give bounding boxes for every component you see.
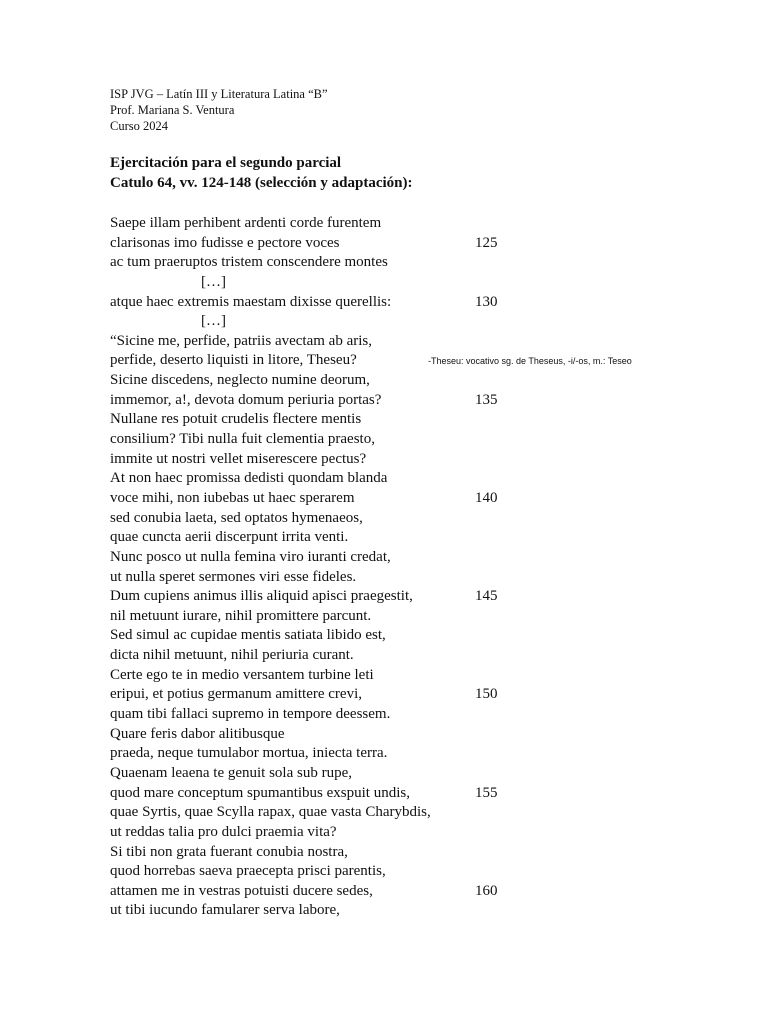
- poem-line: [110, 901, 670, 921]
- poem-line: [110, 607, 670, 627]
- verse-text: At non haec promissa dedisti quondam blanda: [110, 470, 388, 487]
- line-number: 130: [475, 293, 498, 310]
- header-professor: Prof. Mariana S. Ventura: [110, 103, 235, 117]
- verse-text: quae cuncta aerii discerpunt irrita venti.: [110, 529, 349, 546]
- poem-line: [110, 253, 670, 273]
- poem-line: [110, 528, 670, 548]
- line-number: 145: [475, 588, 498, 605]
- verse-text: praeda, neque tumulabor mortua, iniecta terra.: [110, 745, 388, 762]
- verse-text: eripui, et potius germanum amittere crevi,: [110, 686, 362, 703]
- verse-text: Nunc posco ut nulla femina viro iuranti credat,: [110, 548, 391, 565]
- verse-text: ut tibi iucundo famularer serva labore,: [110, 902, 340, 919]
- document-header: [110, 86, 328, 134]
- poem-line: [110, 293, 670, 313]
- poem-ellipsis: [110, 312, 670, 332]
- line-number: 140: [475, 489, 498, 506]
- poem-line: [110, 509, 670, 529]
- exercise-title: Ejercitación para el segundo parcial: [110, 155, 342, 171]
- verse-text: Sed simul ac cupidae mentis satiata libido est,: [110, 627, 386, 644]
- verse-text: Si tibi non grata fuerant conubia nostra,: [110, 843, 348, 860]
- poem-line: [110, 548, 670, 568]
- verse-text: “Sicine me, perfide, patriis avectam ab aris,: [110, 332, 372, 349]
- poem-line: [110, 332, 670, 352]
- verse-text: sed conubia laeta, sed optatos hymenaeos,: [110, 509, 363, 526]
- line-number: 135: [475, 391, 498, 408]
- header-institution: ISP JVG – Latín III y Literatura Latina “B”: [110, 87, 328, 101]
- verse-text: ut reddas talia pro dulci praemia vita?: [110, 823, 337, 840]
- verse-text: Nullane res potuit crudelis flectere mentis: [110, 411, 362, 428]
- poem-line: [110, 784, 670, 804]
- poem-line: [110, 685, 670, 705]
- poem-line: [110, 469, 670, 489]
- verse-text: consilium? Tibi nulla fuit clementia praesto,: [110, 431, 375, 448]
- verse-text: Sicine discedens, neglecto numine deorum,: [110, 372, 370, 389]
- verse-text: quae Syrtis, quae Scylla rapax, quae vasta Charybdis,: [110, 804, 431, 821]
- poem-line: [110, 587, 670, 607]
- verse-text: […]: [201, 273, 226, 290]
- verse-text: ac tum praeruptos tristem conscendere montes: [110, 254, 388, 271]
- poem-line: [110, 450, 670, 470]
- verse-text: voce mihi, non iubebas ut haec sperarem: [110, 489, 355, 506]
- line-number: 155: [475, 784, 498, 801]
- poem-line: [110, 391, 670, 411]
- poem-line: [110, 430, 670, 450]
- poem-ellipsis: [110, 273, 670, 293]
- verse-text: nil metuunt iurare, nihil promittere parcunt.: [110, 607, 372, 624]
- exercise-subtitle: Catulo 64, vv. 124-148 (selección y adaptación):: [110, 175, 413, 191]
- verse-text: quam tibi fallaci supremo in tempore deessem.: [110, 706, 391, 723]
- poem-line: [110, 803, 670, 823]
- poem-line: [110, 666, 670, 686]
- verse-text: perfide, deserto liquisti in litore, Theseu?: [110, 352, 357, 369]
- poem-line: [110, 371, 670, 391]
- document-title: [110, 153, 412, 193]
- verse-text: […]: [201, 313, 226, 330]
- poem-line: [110, 882, 670, 902]
- poem-text: [110, 214, 670, 921]
- verse-text: dicta nihil metuunt, nihil periuria curant.: [110, 647, 354, 664]
- header-course-year: Curso 2024: [110, 119, 168, 133]
- verse-text: quod mare conceptum spumantibus exspuit undis,: [110, 784, 410, 801]
- line-number: 125: [475, 234, 498, 251]
- poem-line: [110, 764, 670, 784]
- poem-line: [110, 351, 670, 371]
- poem-line: [110, 823, 670, 843]
- verse-text: Certe ego te in medio versantem turbine leti: [110, 666, 374, 683]
- verse-text: quod horrebas saeva praecepta prisci parentis,: [110, 863, 386, 880]
- poem-line: [110, 489, 670, 509]
- poem-line: [110, 626, 670, 646]
- poem-line: [110, 214, 670, 234]
- poem-line: [110, 744, 670, 764]
- verse-text: Quare feris dabor alitibusque: [110, 725, 285, 742]
- poem-line: [110, 410, 670, 430]
- verse-text: immite ut nostri vellet miserescere pectus?: [110, 450, 367, 467]
- poem-line: [110, 862, 670, 882]
- poem-line: [110, 705, 670, 725]
- margin-note: -Theseu: vocativo sg. de Theseus, -i/-os, m.: Teseo: [428, 356, 632, 367]
- poem-line: [110, 234, 670, 254]
- line-number: 160: [475, 882, 498, 899]
- poem-line: [110, 568, 670, 588]
- verse-text: atque haec extremis maestam dixisse querellis:: [110, 293, 392, 310]
- poem-line: [110, 843, 670, 863]
- line-number: 150: [475, 686, 498, 703]
- verse-text: attamen me in vestras potuisti ducere sedes,: [110, 882, 373, 899]
- verse-text: clarisonas imo fudisse e pectore voces: [110, 234, 340, 251]
- poem-line: [110, 646, 670, 666]
- verse-text: Dum cupiens animus illis aliquid apisci praegestit,: [110, 588, 413, 605]
- poem-line: [110, 725, 670, 745]
- verse-text: Saepe illam perhibent ardenti corde furentem: [110, 215, 382, 231]
- verse-text: Quaenam leaena te genuit sola sub rupe,: [110, 764, 352, 781]
- verse-text: ut nulla speret sermones viri esse fideles.: [110, 568, 357, 585]
- verse-text: immemor, a!, devota domum periuria portas?: [110, 391, 382, 408]
